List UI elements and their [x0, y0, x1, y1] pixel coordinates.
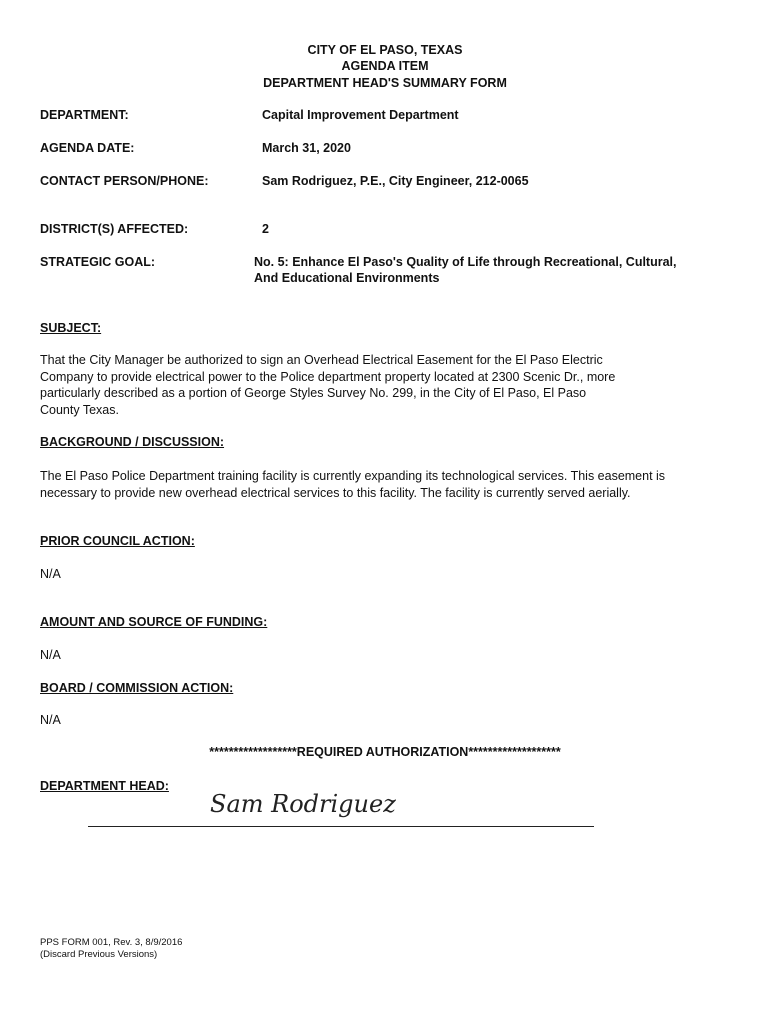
agenda-date-value: March 31, 2020: [262, 141, 351, 155]
signature-line: [88, 826, 594, 827]
header-form-title: DEPARTMENT HEAD'S SUMMARY FORM: [263, 76, 507, 90]
subject-line: Company to provide electrical power to the Police department property located at 2300 Scenic Dr., more: [40, 369, 616, 384]
department-head-label: DEPARTMENT HEAD:: [40, 779, 169, 793]
board-value: N/A: [40, 713, 61, 727]
required-authorization: ******************REQUIRED AUTHORIZATION*******************: [209, 745, 561, 759]
funding-value: N/A: [40, 648, 61, 662]
header-city: CITY OF EL PASO, TEXAS: [307, 43, 463, 57]
funding-heading: AMOUNT AND SOURCE OF FUNDING:: [40, 615, 268, 629]
contact-value: Sam Rodriguez, P.E., City Engineer, 212-0065: [262, 174, 529, 188]
handwritten-signature: Sam Rodriguez: [210, 790, 396, 818]
subject-line: particularly described as a portion of George Styles Survey No. 299, in the City of El Paso, El Paso: [40, 386, 587, 400]
subject-line: County Texas.: [40, 402, 119, 417]
department-label: DEPARTMENT:: [40, 108, 129, 122]
districts-value: 2: [262, 222, 269, 236]
footer-discard-note: (Discard Previous Versions): [40, 949, 158, 960]
footer-form-number: PPS FORM 001, Rev. 3, 8/9/2016: [40, 937, 183, 948]
strategic-goal-value-line2: And Educational Environments: [254, 271, 440, 285]
contact-label: CONTACT PERSON/PHONE:: [40, 174, 209, 188]
agenda-date-label: AGENDA DATE:: [40, 141, 135, 155]
subject-line: That the City Manager be authorized to sign an Overhead Electrical Easement for the El Paso Electric: [40, 353, 603, 367]
districts-label: DISTRICT(S) AFFECTED:: [40, 222, 189, 236]
department-value: Capital Improvement Department: [262, 108, 459, 122]
board-heading: BOARD / COMMISSION ACTION:: [40, 681, 234, 695]
form-footer: [40, 937, 182, 961]
background-line: The El Paso Police Department training facility is currently expanding its technological services. This easement is: [40, 469, 666, 483]
background-line: necessary to provide new overhead electrical services to this facility. The facility is currently served aerially.: [40, 485, 631, 500]
subject-heading: SUBJECT:: [40, 321, 102, 335]
header-agenda-item: AGENDA ITEM: [341, 59, 429, 73]
strategic-goal-value-line1: No. 5: Enhance El Paso's Quality of Life through Recreational, Cultural,: [254, 255, 677, 269]
prior-council-value: N/A: [40, 567, 61, 581]
background-heading: BACKGROUND / DISCUSSION:: [40, 435, 225, 449]
strategic-goal-label: STRATEGIC GOAL:: [40, 255, 156, 269]
prior-council-heading: PRIOR COUNCIL ACTION:: [40, 534, 195, 548]
background-text: [40, 468, 740, 501]
subject-text: [40, 352, 720, 418]
